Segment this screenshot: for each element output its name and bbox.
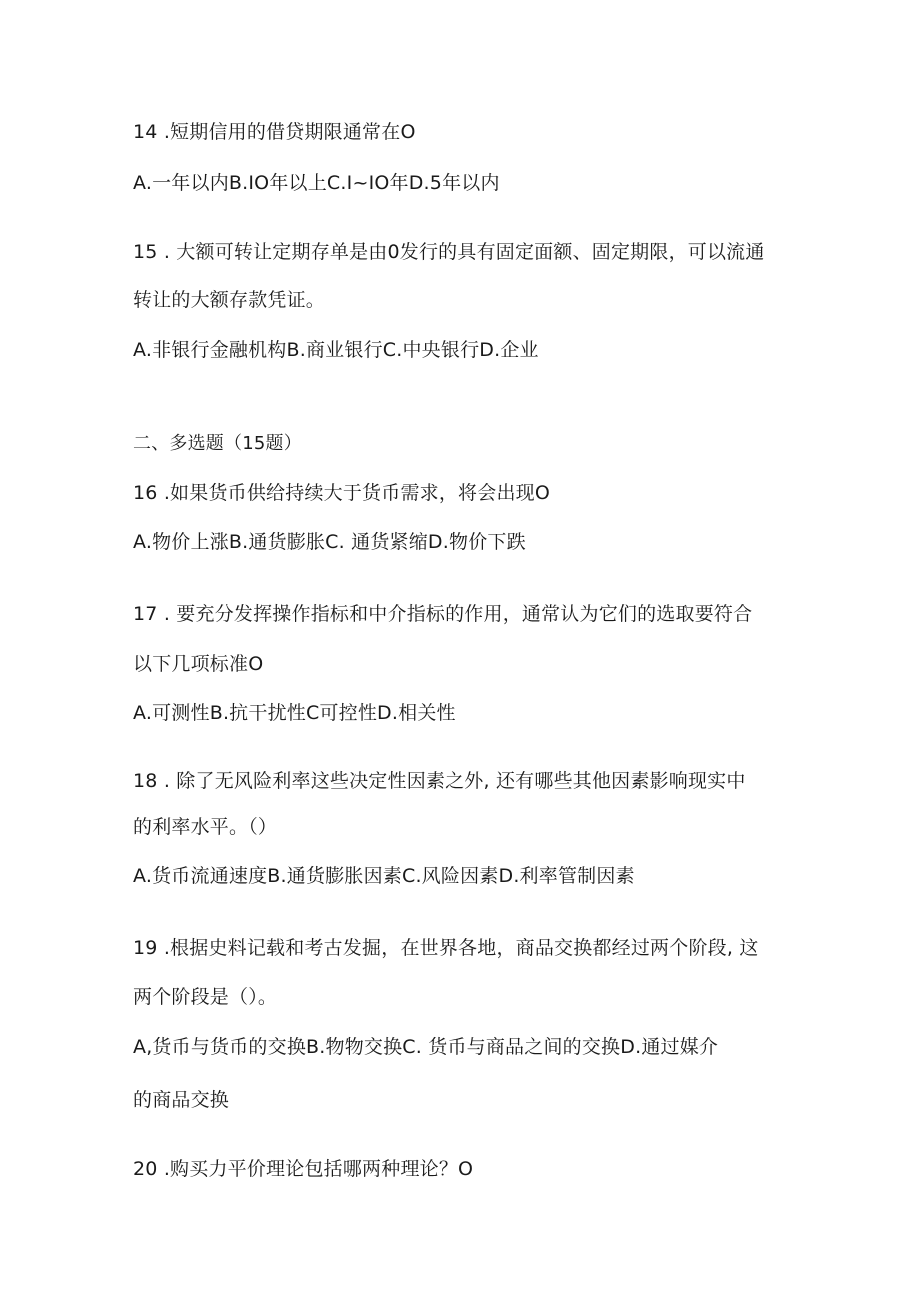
question-16-stem: 16 .如果货币供给持续大于货币需求，将会出现O bbox=[133, 482, 551, 504]
question-14-options: A.一年以内B.IO年以上C.I~IO年D.5年以内 bbox=[133, 172, 500, 194]
question-15-stem-line2: 转让的大额存款凭证。 bbox=[133, 289, 326, 311]
question-18-options: A.货币流通速度B.通货膨胀因素C.风险因素D.利率管制因素 bbox=[133, 865, 635, 887]
question-17-stem-line2: 以下几项标准O bbox=[133, 653, 264, 675]
question-18-stem-line2: 的利率水平。（） bbox=[133, 816, 278, 838]
question-17-stem-line1: 17 . 要充分发挥操作指标和中介指标的作用，通常认为它们的选取要符合 bbox=[133, 603, 753, 625]
question-20-stem: 20 .购买力平价理论包括哪两种理论？O bbox=[133, 1158, 474, 1180]
question-19-stem-line2: 两个阶段是（）。 bbox=[133, 986, 278, 1008]
question-16-options: A.物价上涨B.通货膨胀C. 通货紧缩D.物价下跌 bbox=[133, 531, 526, 553]
question-19-options-line1: A,货币与货币的交换B.物物交换C. 货币与商品之间的交换D.通过媒介 bbox=[133, 1036, 719, 1058]
question-14-stem: 14 .短期信用的借贷期限通常在O bbox=[133, 121, 416, 143]
question-18-stem-line1: 18 . 除了无风险利率这些决定性因素之外, 还有哪些其他因素影响现实中 bbox=[133, 770, 746, 792]
question-19-stem-line1: 19 .根据史料记载和考古发掘，在世界各地，商品交换都经过两个阶段, 这 bbox=[133, 937, 759, 959]
section-heading: 二、多选题（15题） bbox=[133, 433, 302, 454]
question-17-options: A.可测性B.抗干扰性C可控性D.相关性 bbox=[133, 702, 456, 724]
question-15-stem-line1: 15 . 大额可转让定期存单是由0发行的具有固定面额、固定期限，可以流通 bbox=[133, 241, 765, 263]
question-19-options-line2: 的商品交换 bbox=[133, 1089, 230, 1111]
question-15-options: A.非银行金融机构B.商业银行C.中央银行D.企业 bbox=[133, 339, 539, 361]
